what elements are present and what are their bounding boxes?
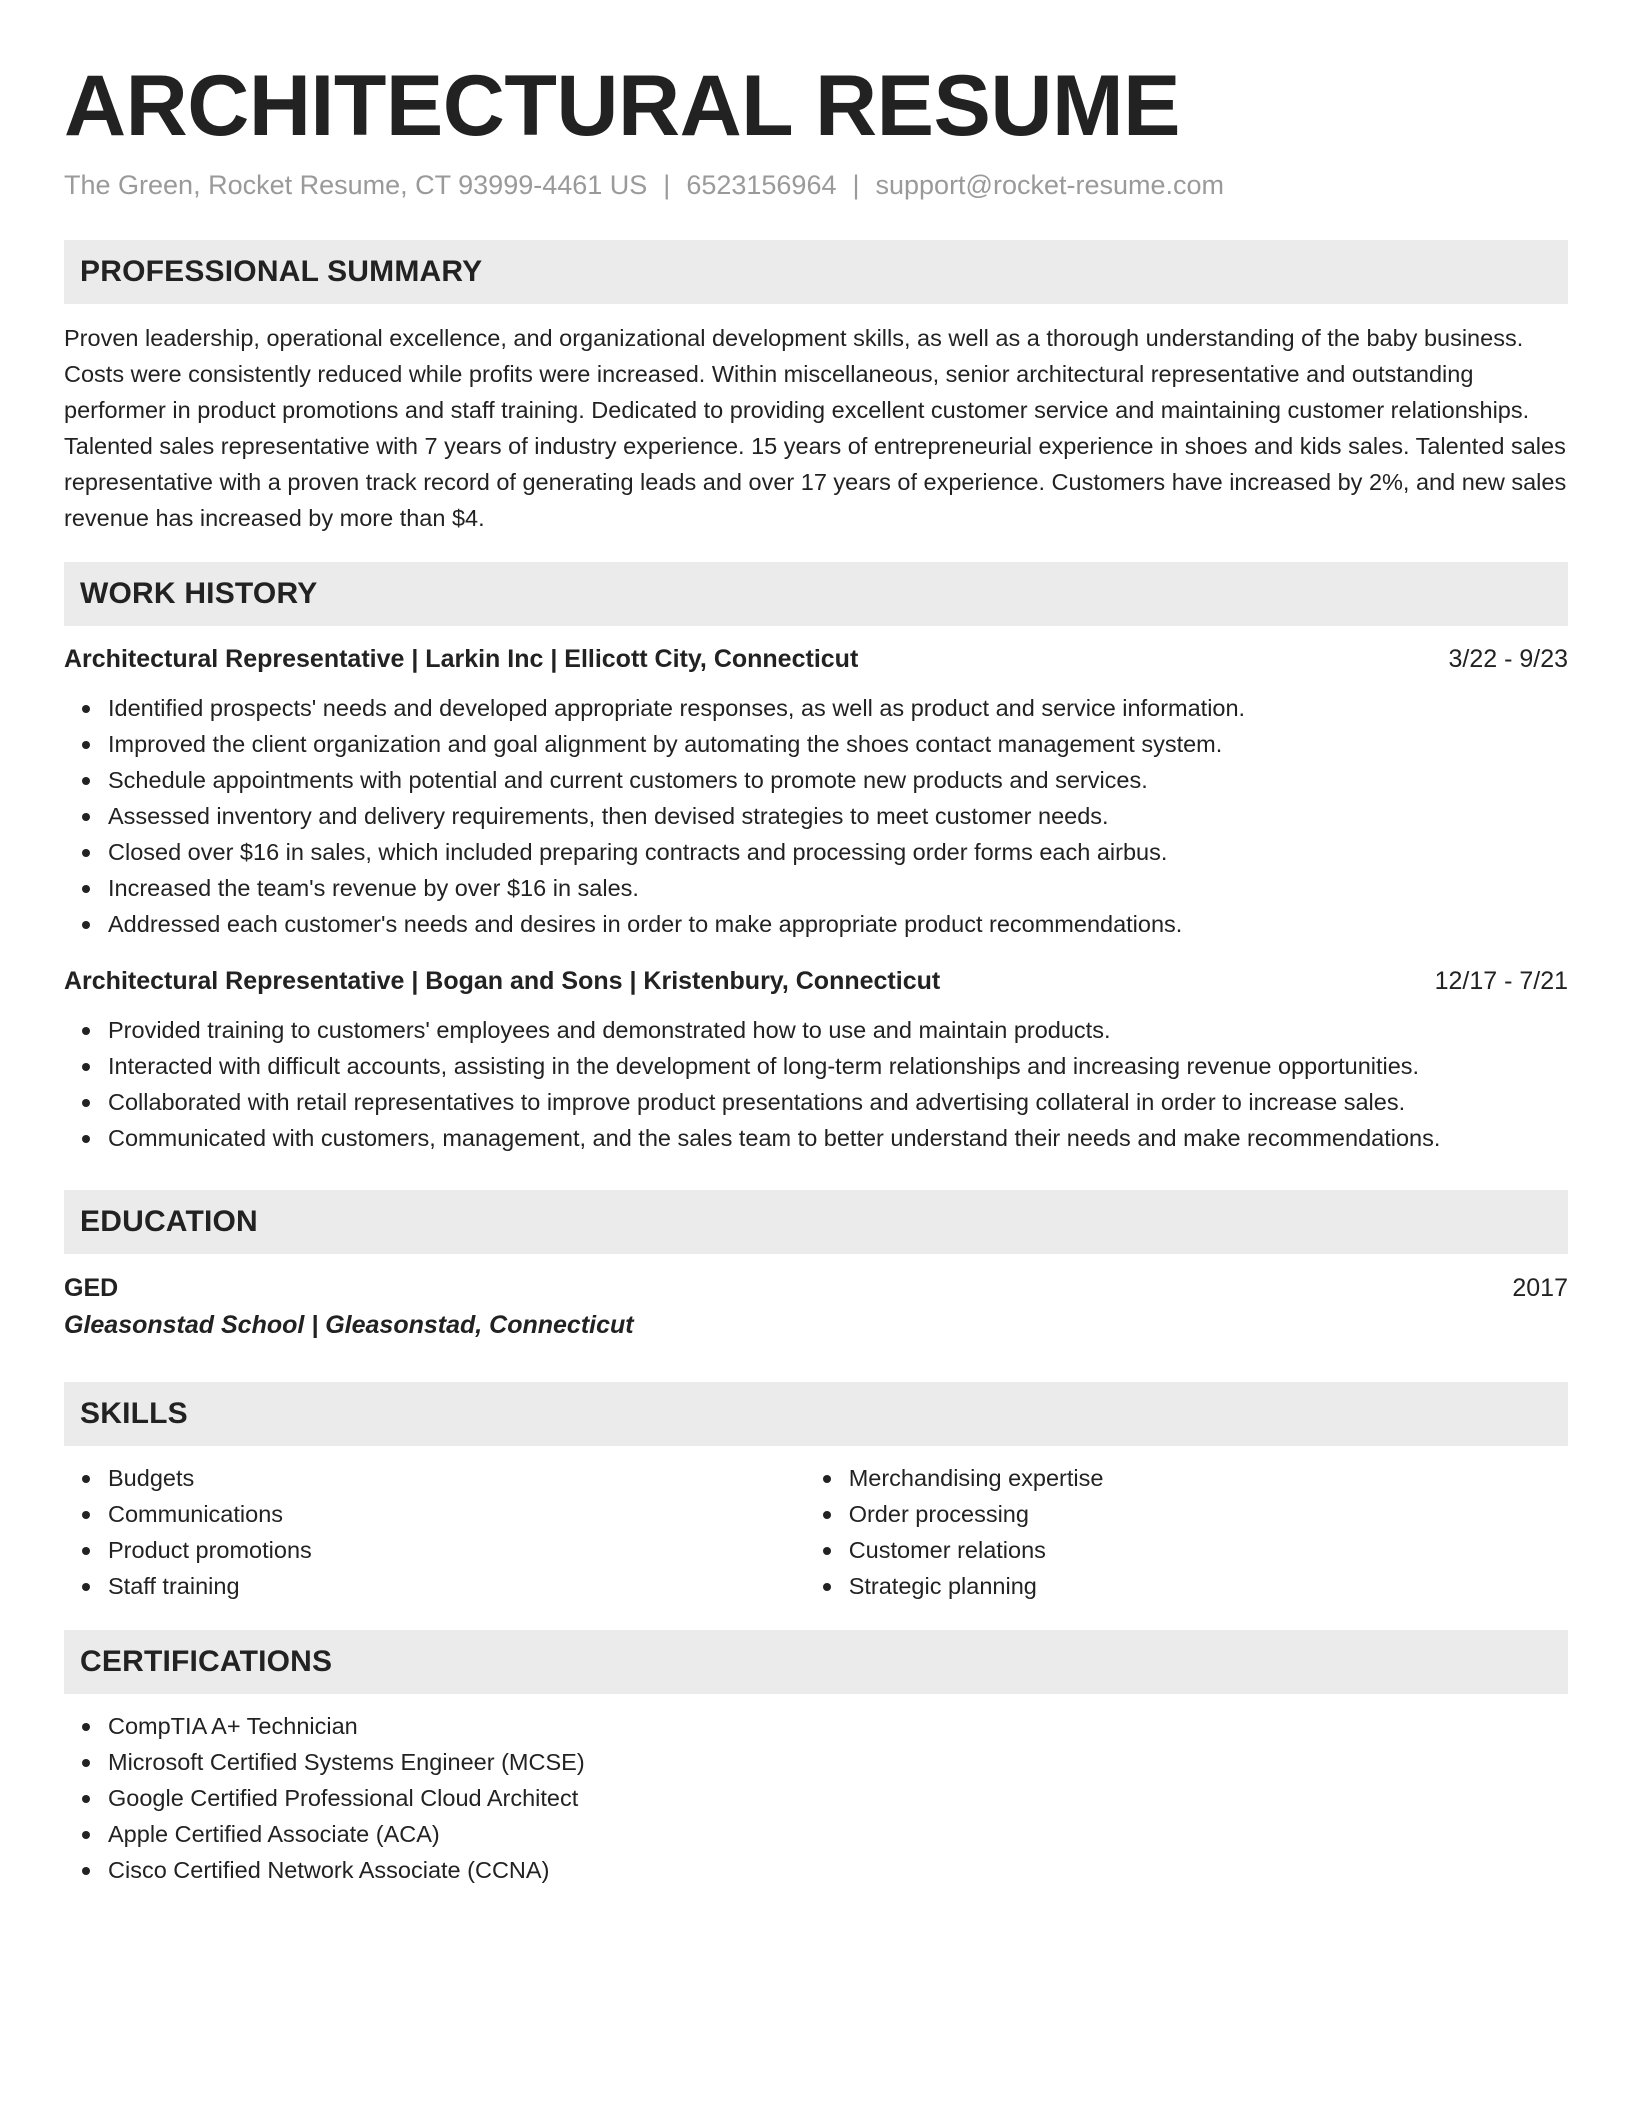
job-entry	[64, 964, 1568, 1156]
list-item: Microsoft Certified Systems Engineer (MCSE)	[108, 1744, 1568, 1780]
summary-heading: PROFESSIONAL SUMMARY	[80, 255, 483, 288]
list-item: Interacted with difficult accounts, assisting in the development of long-term relationships and increasing revenue opportunities.	[108, 1048, 1568, 1084]
list-item: Schedule appointments with potential and current customers to promote new products and services.	[108, 762, 1568, 798]
contact-separator: |	[852, 170, 860, 200]
summary-section-header	[64, 240, 1568, 304]
contact-email: support@rocket-resume.com	[875, 170, 1225, 200]
resume-page	[64, 0, 1568, 1888]
job-title: Architectural Representative | Bogan and Sons | Kristenbury, Connecticut	[64, 967, 941, 995]
skills-list-left	[64, 1460, 805, 1604]
education-school: Gleasonstad School | Gleasonstad, Connecticut	[64, 1311, 634, 1339]
education-entry	[64, 1270, 1568, 1344]
list-item: Product promotions	[108, 1532, 805, 1568]
list-item: Order processing	[849, 1496, 1568, 1532]
list-item: Addressed each customer's needs and desires in order to make appropriate product recommendations.	[108, 906, 1568, 942]
list-item: Collaborated with retail representatives to improve product presentations and advertising collateral in order to increase sales.	[108, 1084, 1568, 1120]
list-item: Google Certified Professional Cloud Architect	[108, 1780, 1568, 1816]
job-dates: 3/22 - 9/23	[1448, 645, 1568, 673]
education-degree: GED	[64, 1274, 119, 1302]
list-item: Staff training	[108, 1568, 805, 1604]
job-header	[64, 642, 1568, 676]
list-item: Increased the team's revenue by over $16 in sales.	[108, 870, 1568, 906]
summary-text: Proven leadership, operational excellence, and organizational development skills, as well as a thorough understanding of the baby business. Costs were consistently reduced while profits were increased. Within miscellaneous, senior architectural representative and outstanding performer in product promotions and staff training. Dedicated to providing excellent customer service and maintaining customer relationships. Talented sales representative with 7 years of industry experience. 15 years of entrepreneurial experience in shoes and kids sales. Talented sales representative with a proven track record of generating leads and over 17 years of experience. Customers have increased by 2%, and new sales revenue has increased by more than $4.	[64, 325, 1567, 531]
education-year: 2017	[1512, 1274, 1568, 1302]
certifications-heading: CERTIFICATIONS	[80, 1645, 333, 1678]
list-item: Provided training to customers' employees and demonstrated how to use and maintain products.	[108, 1012, 1568, 1048]
list-item: Apple Certified Associate (ACA)	[108, 1816, 1568, 1852]
list-item: Improved the client organization and goal alignment by automating the shoes contact management system.	[108, 726, 1568, 762]
job-dates: 12/17 - 7/21	[1434, 967, 1568, 995]
work-section-header	[64, 562, 1568, 626]
list-item: Customer relations	[849, 1532, 1568, 1568]
job-bullets	[64, 690, 1568, 942]
skills-list-right	[805, 1460, 1568, 1604]
education-header	[64, 1270, 1568, 1306]
certifications-section-header	[64, 1630, 1568, 1694]
education-section-header	[64, 1190, 1568, 1254]
list-item: Communications	[108, 1496, 805, 1532]
list-item: Strategic planning	[849, 1568, 1568, 1604]
list-item: CompTIA A+ Technician	[108, 1708, 1568, 1744]
job-title: Architectural Representative | Larkin Inc | Ellicott City, Connecticut	[64, 645, 859, 673]
skills-columns	[64, 1446, 1568, 1604]
list-item: Communicated with customers, management, and the sales team to better understand their needs and make recommendations.	[108, 1120, 1568, 1156]
list-item: Merchandising expertise	[849, 1460, 1568, 1496]
certifications-list	[64, 1708, 1568, 1888]
education-heading: EDUCATION	[80, 1205, 258, 1238]
contact-phone: 6523156964	[686, 170, 837, 200]
job-entry	[64, 642, 1568, 942]
list-item: Cisco Certified Network Associate (CCNA)	[108, 1852, 1568, 1888]
contact-separator: |	[663, 170, 671, 200]
contact-address: The Green, Rocket Resume, CT 93999-4461 US	[64, 170, 648, 200]
list-item: Assessed inventory and delivery requirements, then devised strategies to meet customer needs.	[108, 798, 1568, 834]
contact-line	[64, 168, 1568, 202]
work-heading: WORK HISTORY	[80, 577, 318, 610]
skills-heading: SKILLS	[80, 1397, 188, 1430]
resume-title: ARCHITECTURAL RESUME	[64, 58, 1180, 154]
job-bullets	[64, 1012, 1568, 1156]
job-header	[64, 964, 1568, 998]
list-item: Closed over $16 in sales, which included preparing contracts and processing order forms each airbus.	[108, 834, 1568, 870]
skills-section-header	[64, 1382, 1568, 1446]
list-item: Budgets	[108, 1460, 805, 1496]
list-item: Identified prospects' needs and developed appropriate responses, as well as product and service information.	[108, 690, 1568, 726]
